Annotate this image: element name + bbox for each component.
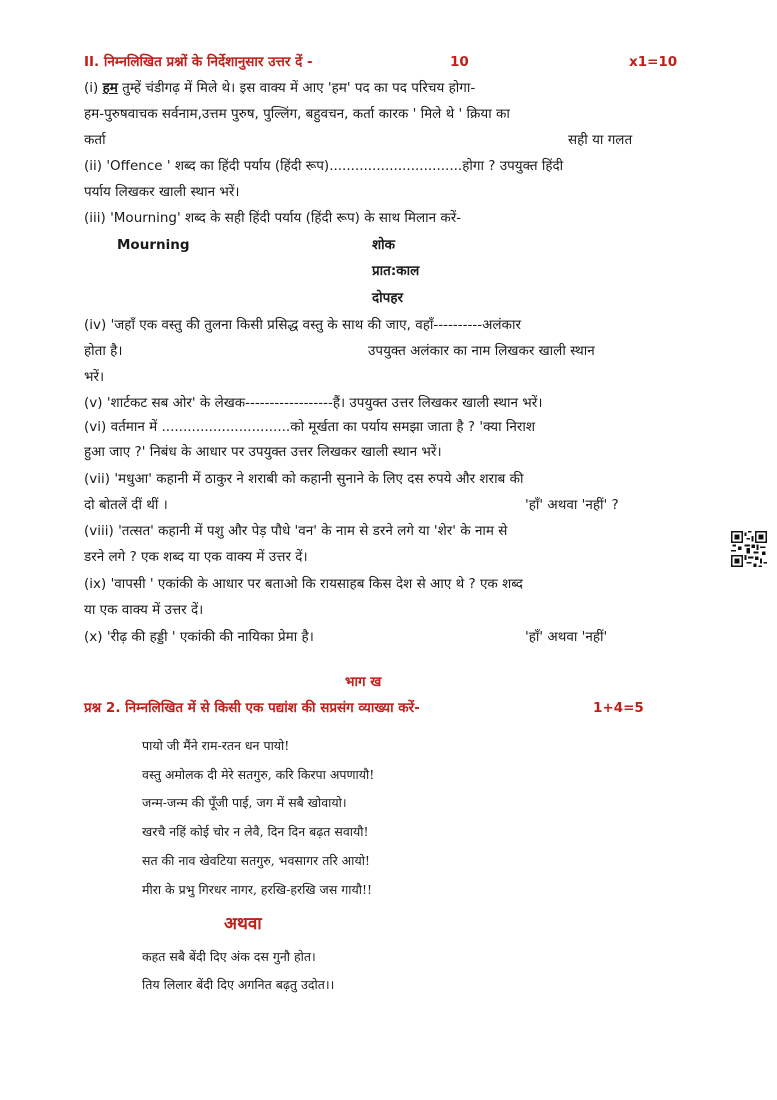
match-left-term: Mourning xyxy=(117,237,190,253)
section-heading: II. निम्नलिखित प्रश्नों के निर्देशानुसार उत्तर दें - xyxy=(84,54,313,70)
question-8-line-2: डरने लगे ? एक शब्द या एक वाक्य में उत्तर दें। xyxy=(84,549,308,565)
question-5-line-1: (v) 'शार्टकट सब ओर' के लेखक------------------हैं। उपयुक्त उत्तर लिखकर खाली स्थान भरें। xyxy=(84,395,543,411)
question-4-line-3: भरें। xyxy=(84,369,105,385)
question-1-line-1 xyxy=(84,79,475,97)
question-4-line-1: (iv) 'जहाँ एक वस्तु की तुलना किसी प्रसिद्ध वस्तु के साथ की जाए, वहाँ----------अलंकार xyxy=(84,317,521,333)
question-number: (i) xyxy=(84,80,99,96)
part-b-title: भाग ख xyxy=(345,674,382,690)
question-7-line-2: दो बोतलें दीं थीं । xyxy=(84,497,168,513)
question-10-line-1: (x) 'रीढ़ की हड्डी ' एकांकी की नायिका प्रेमा है। xyxy=(84,629,314,645)
question-3-line-1: (iii) 'Mourning' शब्द के सही हिंदी पर्याय (हिंदी रूप) के साथ मिलान करें- xyxy=(84,210,462,226)
match-option-1: शोक xyxy=(372,237,396,253)
athwa-heading: अथवा xyxy=(224,914,262,934)
poem-1-line-3: जन्म-जन्म की पूँजी पाई, जग में सबै खोवायो। xyxy=(142,795,347,810)
poem-2-line-2: तिय लिलार बेंदी दिए अगनित बढ़तु उदोत।। xyxy=(142,977,335,992)
qr-code-icon xyxy=(731,531,767,567)
question-1-line-2: हम-पुरुषवाचक सर्वनाम,उत्तम पुरुष, पुल्लिंग, बहुवचन, कर्ता कारक ' मिले थे ' क्रिया का xyxy=(84,106,510,122)
poem-1-line-4: खरचै नहिं कोई चोर न लेवै, दिन दिन बढ़त सवायौ! xyxy=(142,824,369,839)
question-4-instruction: उपयुक्त अलंकार का नाम लिखकर खाली स्थान xyxy=(368,343,595,359)
section-marks: x1=10 xyxy=(629,54,678,70)
underlined-word: हम xyxy=(102,80,118,96)
question-9-line-2: या एक वाक्य में उत्तर दें। xyxy=(84,602,204,618)
question-4-line-2: होता है। xyxy=(84,343,123,359)
question-6-line-1: (vi) वर्तमान में ..............................को मूर्खता का पर्याय समझा जाता है ? 'क्या निराश xyxy=(84,419,536,435)
question-6-line-2: हुआ जाए ?' निबंध के आधार पर उपयुक्त उत्तर लिखकर खाली स्थान भरें। xyxy=(84,444,442,460)
question-text: तुम्हें चंडीगढ़ में मिले थे। इस वाक्य में आए 'हम' पद का पद परिचय होगा- xyxy=(122,80,476,96)
poem-1-line-6: मीरा के प्रभु गिरधर नागर, हरखि-हरखि जस गायौ!! xyxy=(142,882,373,897)
question-7-answer-options: 'हाँ' अथवा 'नहीं' ? xyxy=(525,497,619,513)
poem-1-line-2: वस्तु अमोलक दी मेरे सतगुरु, करि किरपा अपणायौ! xyxy=(142,767,375,782)
match-option-3: दोपहर xyxy=(372,290,404,306)
question-2-line-2: पर्याय लिखकर खाली स्थान भरें। xyxy=(84,184,240,200)
question-9-line-1: (ix) 'वापसी ' एकांकी के आधार पर बताओ कि रायसाहब किस देश से आए थे ? एक शब्द xyxy=(84,576,523,592)
question-1-line-3: कर्ता xyxy=(84,132,106,148)
part-b-marks: 1+4=5 xyxy=(593,700,644,716)
poem-2-line-1: कहत सबै बेंदी दिए अंक दस गुनौ होत। xyxy=(142,949,316,964)
question-10-answer-options: 'हाँ' अथवा 'नहीं' xyxy=(525,629,608,645)
question-2-line-1: (ii) 'Offence ' शब्द का हिंदी पर्याय (हिंदी रूप)...............................होगा ? उपयुक्त हिंदी xyxy=(84,158,564,174)
part-b-question: प्रश्न 2. निम्नलिखित में से किसी एक पद्यांश की सप्रसंग व्याख्या करें- xyxy=(84,700,420,716)
match-option-2: प्रात:काल xyxy=(372,263,420,279)
question-count: 10 xyxy=(450,54,469,70)
question-7-line-1: (vii) 'मधुआ' कहानी में ठाकुर ने शराबी को कहानी सुनाने के लिए दस रुपये और शराब की xyxy=(84,471,524,487)
poem-1-line-5: सत की नाव खेवटिया सतगुरु, भवसागर तरि आयो! xyxy=(142,853,370,868)
poem-1-line-1: पायो जी मैंने राम-रतन धन पायो! xyxy=(142,738,290,753)
question-1-answer-options: सही या गलत xyxy=(568,132,633,148)
question-8-line-1: (viii) 'तत्सत' कहानी में पशु और पेड़ पौधे 'वन' के नाम से डरने लगे या 'शेर' के नाम से xyxy=(84,523,508,539)
